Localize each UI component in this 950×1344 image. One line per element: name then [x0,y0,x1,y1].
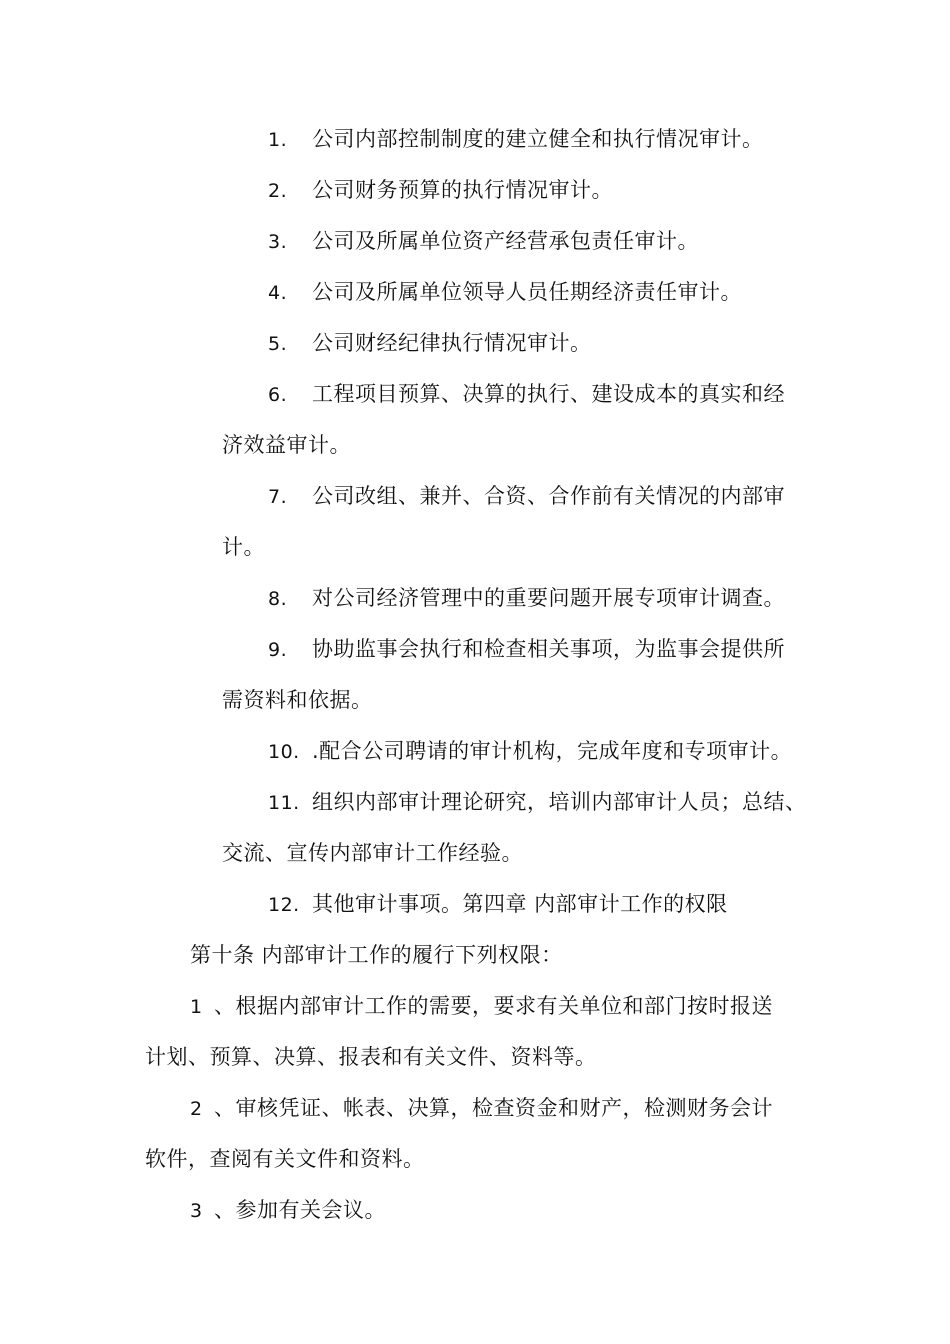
item-number: 8. [268,588,288,610]
item-number: 12. [268,894,300,916]
list-item [268,328,592,359]
item-text: 公司及所属单位领导人员任期经济责任审计。 [312,280,742,304]
list-item-continuation: 需资料和依据。 [222,688,373,712]
item-text: 公司改组、兼并、合资、合作前有关情况的内部审 [312,484,785,508]
power-item-continuation: 软件，查阅有关文件和资料。 [145,1147,425,1171]
list-item [268,583,785,614]
list-item [268,889,728,920]
article-heading: 第十条 内部审计工作的履行下列权限： [190,943,563,967]
item-text: 公司及所属单位资产经营承包责任审计。 [312,229,699,253]
item-text: .配合公司聘请的审计机构，完成年度和专项审计。 [312,739,793,763]
item-text: 组织内部审计理论研究，培训内部审计人员；总结、 [312,790,807,814]
power-text: 、审核凭证、帐表、决算，检查资金和财产，检测财务会计 [214,1096,773,1120]
list-item [268,634,785,665]
item-text: 工程项目预算、决算的执行、建设成本的真实和经 [312,382,785,406]
item-text: 公司内部控制制度的建立健全和执行情况审计。 [312,127,764,151]
power-number: 2 [190,1098,203,1120]
power-text: 、根据内部审计工作的需要，要求有关单位和部门按时报送 [214,994,773,1018]
power-number: 3 [190,1200,203,1222]
item-number: 1. [268,129,288,151]
item-text: 公司财务预算的执行情况审计。 [312,178,613,202]
list-item [268,124,764,155]
item-number: 6. [268,384,288,406]
item-number: 3. [268,231,288,253]
item-number: 9. [268,639,288,661]
item-text: 协助监事会执行和检查相关事项，为监事会提供所 [312,637,785,661]
list-item [268,736,792,767]
list-item-continuation: 交流、宣传内部审计工作经验。 [222,841,523,865]
item-text: 对公司经济管理中的重要问题开展专项审计调查。 [312,586,785,610]
list-item [268,175,613,206]
power-item [190,991,773,1022]
list-item [268,277,742,308]
item-number: 5. [268,333,288,355]
list-item-continuation: 济效益审计。 [222,433,351,457]
item-number: 7. [268,486,288,508]
item-number: 11. [268,792,300,814]
list-item [268,787,807,818]
list-item-continuation: 计。 [222,535,265,559]
power-number: 1 [190,996,203,1018]
power-item [190,1093,773,1124]
item-number: 2. [268,180,288,202]
list-item [268,379,785,410]
item-text: 公司财经纪律执行情况审计。 [312,331,592,355]
list-item [268,481,785,512]
power-item-continuation: 计划、预算、决算、报表和有关文件、资料等。 [145,1045,597,1069]
item-number: 10. [268,741,300,763]
power-text: 、参加有关会议。 [214,1198,386,1222]
power-item [190,1195,386,1226]
list-item [268,226,699,257]
item-number: 4. [268,282,288,304]
item-text: 其他审计事项。第四章 内部审计工作的权限 [312,892,728,916]
